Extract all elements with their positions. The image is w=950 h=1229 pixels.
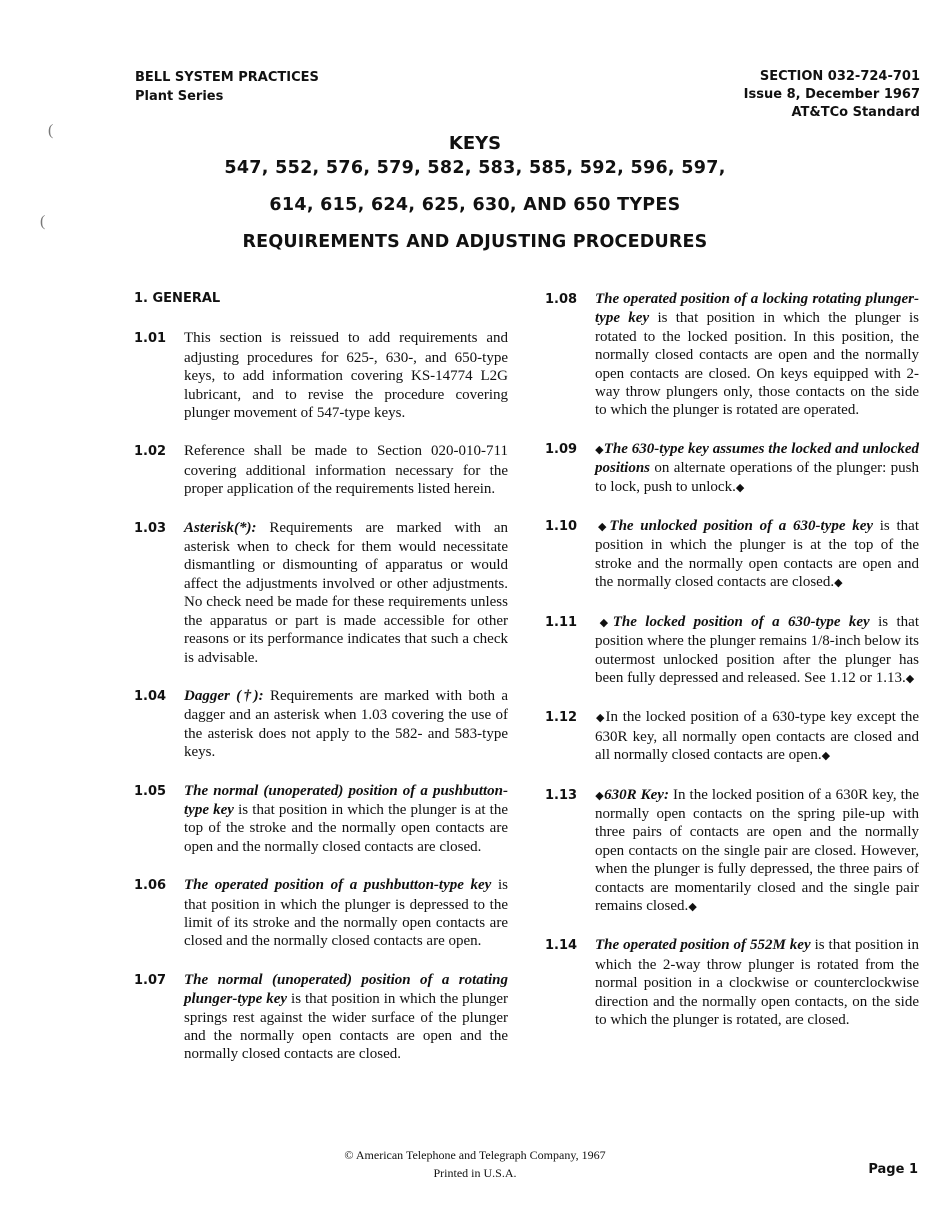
paragraph-text: In the locked position of a 630R key, the normally open contacts on the spring pile-up with three pairs of contacts are open and the normally open contacts on the single pair are closed. However, when the plunger is fully depressed, the three pairs of contacts are momentarily closed and the single pair remains closed. <box>595 786 919 914</box>
paragraph-text: Requirements are marked with both a dagger and an asterisk when 1.03 covering the use of the asterisk does not apply to the 582- and 583-type keys. <box>184 687 508 761</box>
paragraph-lead: The operated position of a pushbutton-type key <box>184 877 492 894</box>
copyright-notice <box>0 1146 950 1164</box>
paragraph-1-06 <box>134 876 508 951</box>
paragraph-1-12 <box>545 708 919 765</box>
paragraph-1-13 <box>545 786 919 917</box>
paragraph-text: is that position in which the plunger is at the top of the stroke and the normally open contacts are open and the normally closed contacts are closed. <box>184 801 508 855</box>
publication-series: Plant Series <box>135 89 224 104</box>
paragraph-1-09 <box>545 440 919 497</box>
paragraph-number: 1.14 <box>545 938 578 954</box>
paragraph-1-10 <box>545 517 919 593</box>
document-title-types-1: 547, 552, 576, 579, 582, 583, 585, 592, 596, 597, <box>224 158 726 178</box>
paragraph-lead: Dagger (†): <box>184 687 264 704</box>
change-marker-open-icon: ◆ <box>595 521 610 534</box>
section-heading: 1. GENERAL <box>134 291 221 306</box>
change-marker-close-icon: ◆ <box>834 577 843 590</box>
paragraph-lead: The normal (unoperated) position of a rotating plunger-type key <box>184 971 508 1008</box>
standard-label: AT&TCo Standard <box>791 105 920 120</box>
paragraph-number: 1.03 <box>134 520 167 536</box>
change-marker-open-icon: ◆ <box>595 443 604 456</box>
change-marker-close-icon: ◆ <box>735 481 745 494</box>
paragraph-1-11 <box>545 613 919 689</box>
page-number: Page 1 <box>868 1162 918 1177</box>
paragraph-number: 1.06 <box>134 878 167 894</box>
paragraph-1-03 <box>134 519 508 667</box>
document-header-left <box>135 68 319 106</box>
paragraph-1-05 <box>134 782 508 857</box>
paragraph-lead: The locked position of a 630-type key <box>612 613 870 630</box>
copyright-icon: © <box>344 1148 354 1162</box>
paragraph-text: is that position where the plunger remains 1/8-inch below its outermost unlocked position after the plunger has been fully depressed and released. See 1.12 or 1.13. <box>595 613 919 686</box>
change-marker-close-icon: ◆ <box>905 672 915 685</box>
paragraph-number: 1.07 <box>134 972 167 988</box>
paragraph-text: In the locked position of a 630-type key except the 630R key, all normally open contacts are closed and all normally closed contacts are open. <box>595 709 919 764</box>
document-header-right <box>744 68 920 122</box>
paragraph-text: Requirements are marked with an asterisk when to check for them would necessitate dismantling or dismounting of apparatus or would affect the adjustments involved or other adjustments. No check need be made for these requirements unless the apparatus or part is made accessible for other reasons or its performance indicates that such a check is advisable. <box>184 519 508 666</box>
paragraph-1-07 <box>134 971 508 1064</box>
paragraph-lead: The 630-type key assumes the locked and unlocked positions <box>595 440 919 477</box>
paragraph-lead: The normal (unoperated) position of a pushbutton-type key <box>184 782 508 818</box>
change-marker-open-icon: ◆ <box>595 712 606 725</box>
change-marker-open-icon: ◆ <box>595 789 605 802</box>
change-marker-open-icon: ◆ <box>595 616 613 629</box>
right-column <box>545 290 919 1049</box>
paragraph-text: Reference shall be made to Section 020-010-711 covering additional information necessary for the proper application of the requirements listed herein. <box>184 443 508 498</box>
paragraph-lead: Asterisk(*): <box>184 519 257 536</box>
paragraph-1-02 <box>134 442 508 498</box>
paragraph-text: is that position in which the plunger is depressed to the limit of its stroke and the normally open contacts are closed and the normally closed contacts are open. <box>184 877 508 950</box>
paragraph-1-04 <box>134 687 508 762</box>
paragraph-1-14 <box>545 936 919 1029</box>
paragraph-lead: 630R Key: <box>604 786 669 803</box>
copyright-text: American Telephone and Telegraph Company, 1967 <box>355 1148 606 1162</box>
paragraph-lead: The unlocked position of a 630-type key <box>609 518 874 535</box>
paragraph-text: is that position in which the plunger is rotated to the locked position. In this position, the normally closed contacts are open and the normally open contacts are closed. On keys equipped with 2-way throw plungers only, those contacts on the side to which the plunger is rotated are operated. <box>595 310 919 419</box>
paragraph-text: is that position in which the 2-way throw plunger is rotated from the normal position in a clockwise or counterclockwise direction and the normally open contacts, on the side to which the plunger is rotated, are closed. <box>595 937 919 1028</box>
paragraph-lead: The operated position of a locking rotating plunger-type key <box>595 291 919 327</box>
change-marker-close-icon: ◆ <box>688 900 697 913</box>
paragraph-number: 1.10 <box>545 519 578 535</box>
paragraph-number: 1.08 <box>545 292 578 307</box>
paragraph-number: 1.09 <box>545 441 578 457</box>
paragraph-number: 1.05 <box>134 783 167 799</box>
paragraph-number: 1.04 <box>134 688 167 704</box>
scan-mark: ( <box>48 122 54 139</box>
paragraph-text: This section is reissued to add requirements and adjusting procedures for 625-, 630-, and 650-type keys, to add information covering KS-14774 L2G lubricant, and to revise the procedure covering plunger movement of 547-type keys. <box>184 330 508 422</box>
paragraph-number: 1.11 <box>545 614 578 630</box>
paragraph-number: 1.02 <box>134 444 167 460</box>
publication-name: BELL SYSTEM PRACTICES <box>135 70 319 85</box>
paragraph-number: 1.12 <box>545 710 578 726</box>
paragraph-number: 1.01 <box>134 331 167 347</box>
left-column <box>134 290 508 1084</box>
change-marker-close-icon: ◆ <box>821 750 831 763</box>
document-title: KEYS <box>448 133 502 154</box>
paragraph-text: is that position in which the plunger is at the top of the stroke and the normally open contacts are open and the normally closed contacts are closed. <box>595 518 919 591</box>
paragraph-1-08 <box>545 290 919 420</box>
paragraph-number: 1.13 <box>545 787 578 803</box>
paragraph-lead: The operated position of 552M key <box>595 937 811 954</box>
printed-in: Printed in U.S.A. <box>433 1166 517 1180</box>
paragraph-1-01 <box>134 329 508 422</box>
document-subtitle: REQUIREMENTS AND ADJUSTING PROCEDURES <box>242 232 708 252</box>
section-number: SECTION 032-724-701 <box>759 69 920 84</box>
scan-mark: ( <box>40 213 46 230</box>
document-title-types-2: 614, 615, 624, 625, 630, AND 650 TYPES <box>269 195 681 215</box>
paragraph-text: is that position in which the plunger springs rest against the wider surface of the plunger and the normally open contacts are open and the normally closed contacts are closed. <box>184 991 509 1063</box>
issue-date: Issue 8, December 1967 <box>743 87 920 102</box>
paragraph-text: on alternate operations of the plunger: push to lock, push to unlock. <box>595 460 919 495</box>
